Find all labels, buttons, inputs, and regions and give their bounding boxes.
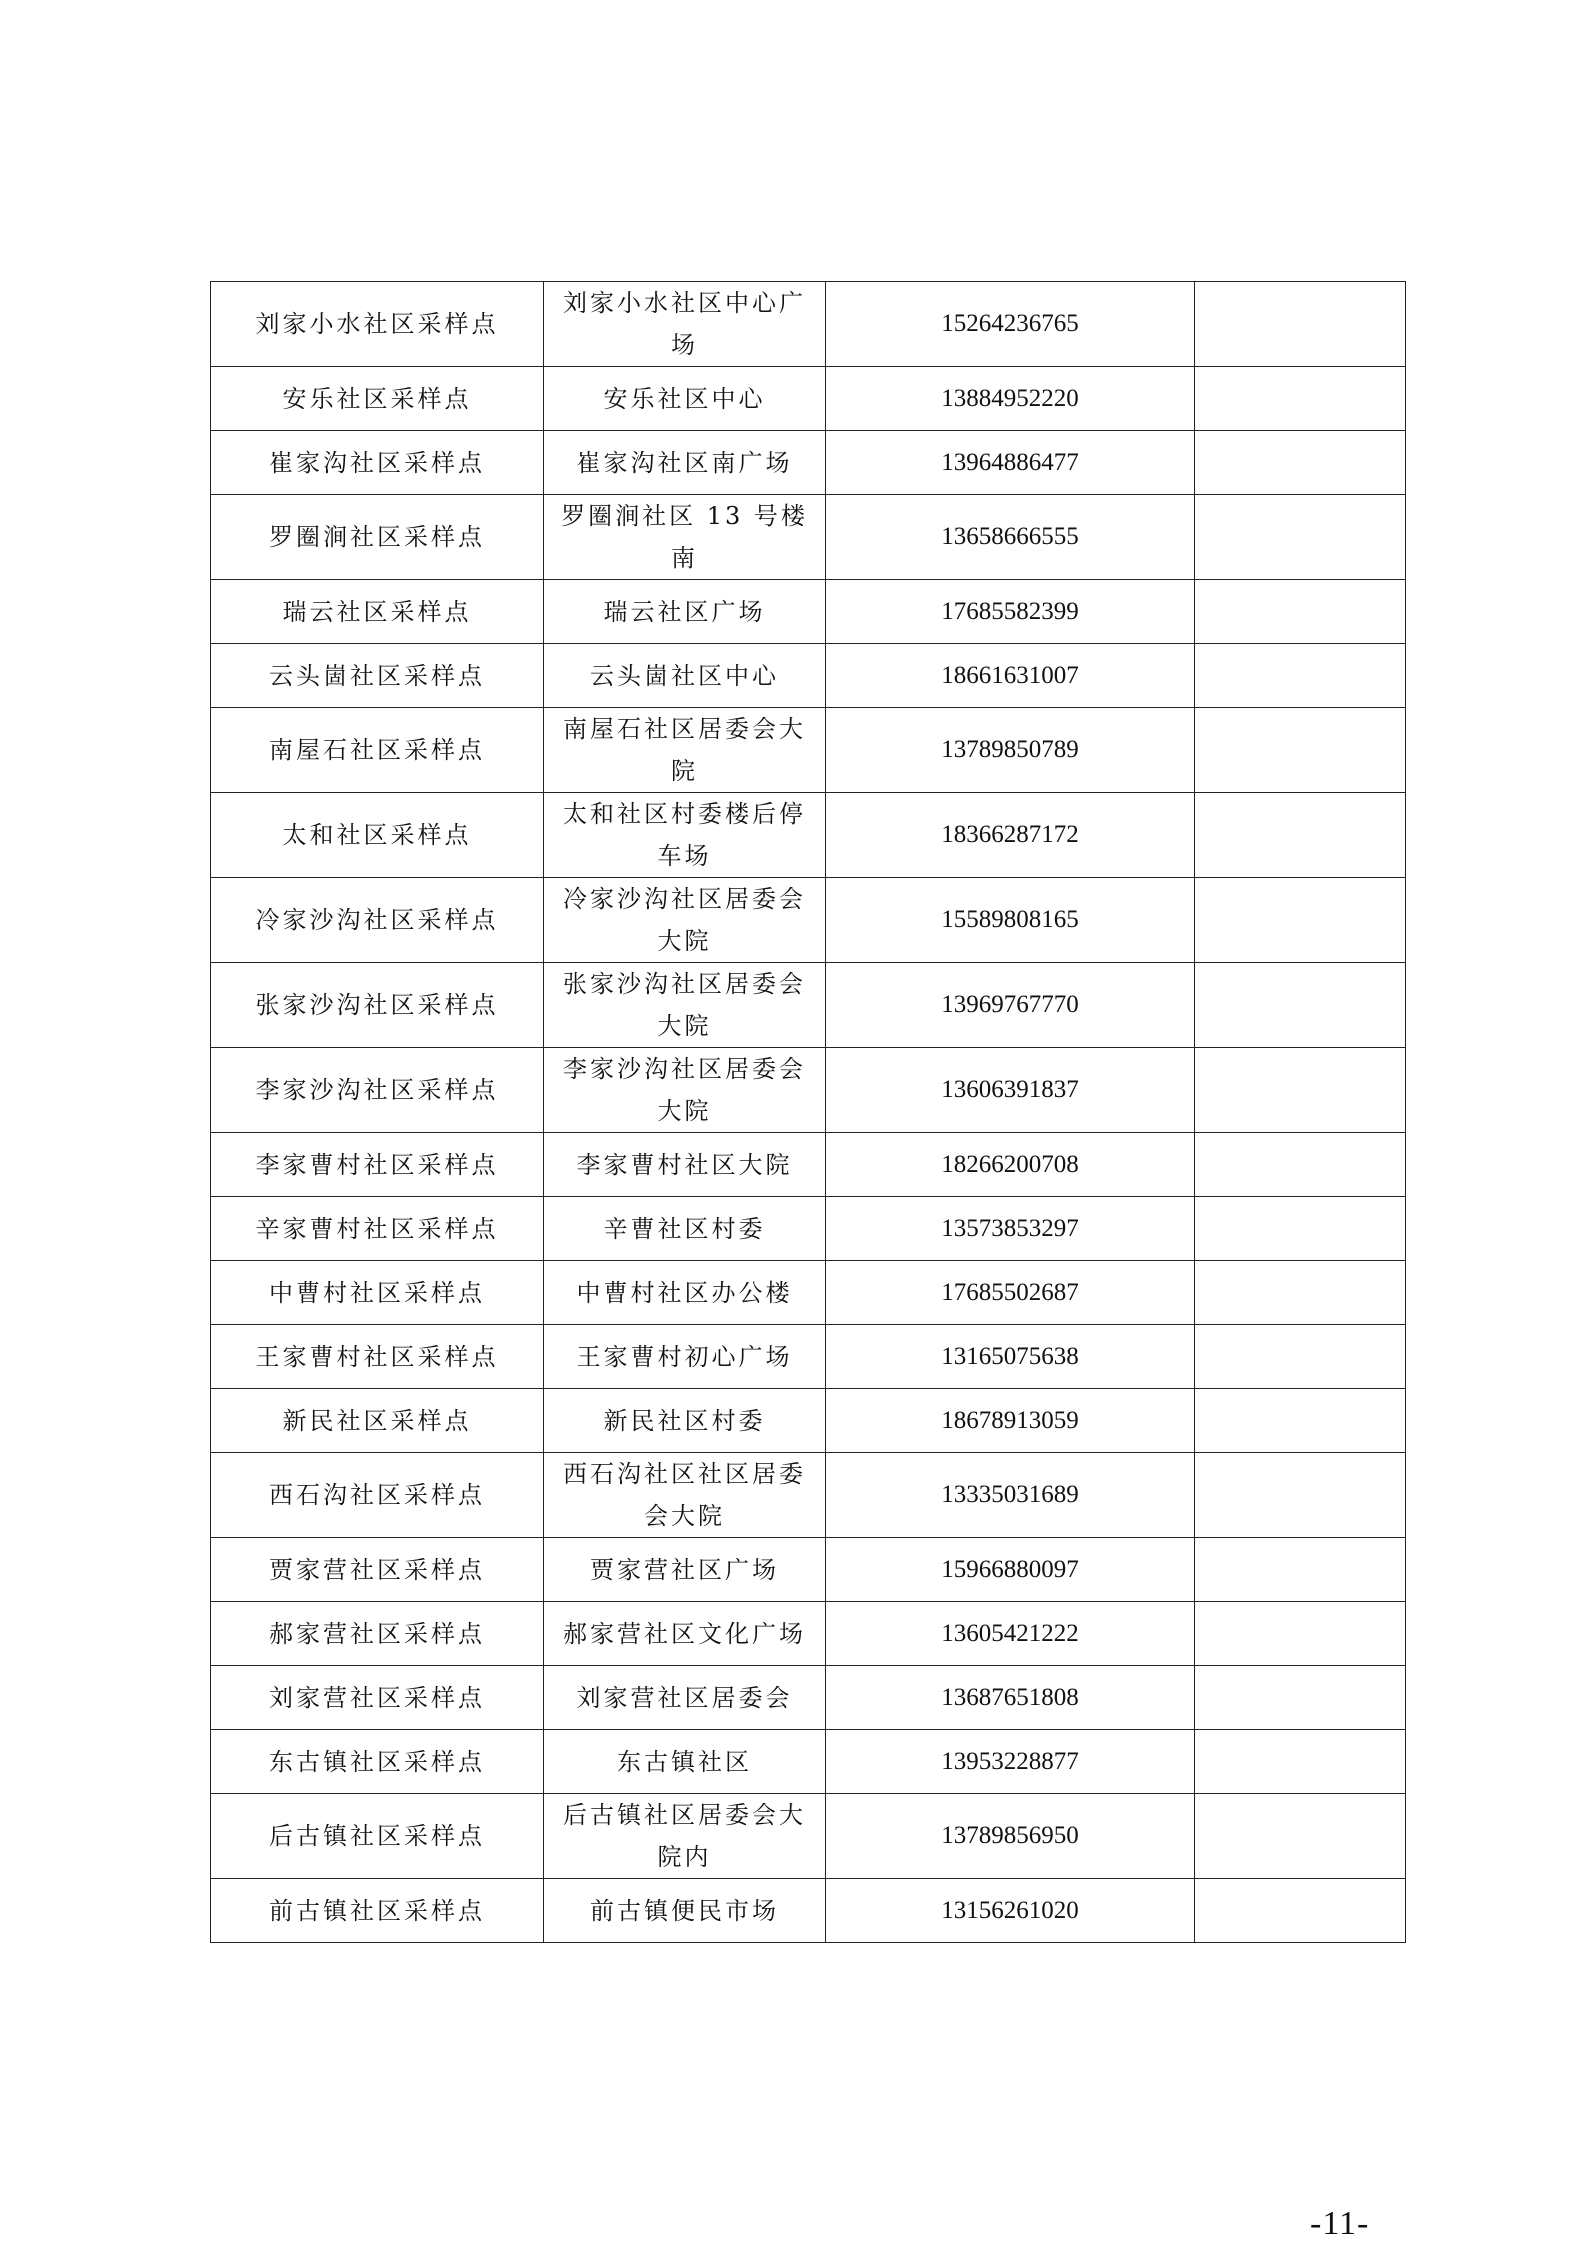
table-row <box>211 1048 1406 1133</box>
site-phone-cell: 13789850789 <box>826 708 1195 793</box>
table-row <box>211 1133 1406 1197</box>
site-phone-cell: 13156261020 <box>826 1879 1195 1943</box>
site-note-cell <box>1195 1197 1406 1261</box>
site-name-cell: 冷家沙沟社区采样点 <box>211 878 544 963</box>
table-row <box>211 495 1406 580</box>
site-note-cell <box>1195 1666 1406 1730</box>
site-location-cell: 贾家营社区广场 <box>544 1538 826 1602</box>
site-location-cell: 刘家小水社区中心广场 <box>544 282 826 367</box>
site-location-cell: 冷家沙沟社区居委会大院 <box>544 878 826 963</box>
site-note-cell <box>1195 580 1406 644</box>
table-row <box>211 1666 1406 1730</box>
table-row <box>211 878 1406 963</box>
site-name-cell: 贾家营社区采样点 <box>211 1538 544 1602</box>
site-note-cell <box>1195 1133 1406 1197</box>
site-phone-cell: 13884952220 <box>826 367 1195 431</box>
sampling-sites-body <box>211 282 1406 1943</box>
site-name-cell: 郝家营社区采样点 <box>211 1602 544 1666</box>
site-name-cell: 前古镇社区采样点 <box>211 1879 544 1943</box>
site-phone-cell: 13687651808 <box>826 1666 1195 1730</box>
site-location-cell: 新民社区村委 <box>544 1389 826 1453</box>
site-location-cell: 罗圈涧社区 13 号楼南 <box>544 495 826 580</box>
site-note-cell <box>1195 1325 1406 1389</box>
table-row <box>211 1453 1406 1538</box>
site-phone-cell: 18661631007 <box>826 644 1195 708</box>
site-name-cell: 后古镇社区采样点 <box>211 1794 544 1879</box>
site-name-cell: 李家曹村社区采样点 <box>211 1133 544 1197</box>
site-location-cell: 前古镇便民市场 <box>544 1879 826 1943</box>
site-phone-cell: 13165075638 <box>826 1325 1195 1389</box>
site-name-cell: 崔家沟社区采样点 <box>211 431 544 495</box>
site-phone-cell: 13969767770 <box>826 963 1195 1048</box>
site-location-cell: 瑞云社区广场 <box>544 580 826 644</box>
table-row <box>211 793 1406 878</box>
site-location-cell: 太和社区村委楼后停车场 <box>544 793 826 878</box>
site-name-cell: 罗圈涧社区采样点 <box>211 495 544 580</box>
site-phone-cell: 13789856950 <box>826 1794 1195 1879</box>
site-note-cell <box>1195 1048 1406 1133</box>
table-row <box>211 1879 1406 1943</box>
site-phone-cell: 13605421222 <box>826 1602 1195 1666</box>
table-row <box>211 1794 1406 1879</box>
sampling-sites-table <box>210 281 1406 1943</box>
site-note-cell <box>1195 963 1406 1048</box>
site-location-cell: 辛曹社区村委 <box>544 1197 826 1261</box>
site-phone-cell: 13606391837 <box>826 1048 1195 1133</box>
site-note-cell <box>1195 793 1406 878</box>
table-row <box>211 580 1406 644</box>
site-note-cell <box>1195 708 1406 793</box>
site-phone-cell: 13964886477 <box>826 431 1195 495</box>
site-name-cell: 辛家曹村社区采样点 <box>211 1197 544 1261</box>
site-note-cell <box>1195 1602 1406 1666</box>
site-location-cell: 安乐社区中心 <box>544 367 826 431</box>
site-name-cell: 南屋石社区采样点 <box>211 708 544 793</box>
table-row <box>211 431 1406 495</box>
table-row <box>211 1389 1406 1453</box>
site-name-cell: 李家沙沟社区采样点 <box>211 1048 544 1133</box>
table-row <box>211 1325 1406 1389</box>
site-phone-cell: 18678913059 <box>826 1389 1195 1453</box>
site-name-cell: 王家曹村社区采样点 <box>211 1325 544 1389</box>
site-note-cell <box>1195 1879 1406 1943</box>
site-note-cell <box>1195 1730 1406 1794</box>
site-name-cell: 云头崮社区采样点 <box>211 644 544 708</box>
site-note-cell <box>1195 644 1406 708</box>
site-note-cell <box>1195 495 1406 580</box>
site-location-cell: 崔家沟社区南广场 <box>544 431 826 495</box>
site-name-cell: 安乐社区采样点 <box>211 367 544 431</box>
site-name-cell: 新民社区采样点 <box>211 1389 544 1453</box>
site-note-cell <box>1195 282 1406 367</box>
site-name-cell: 刘家营社区采样点 <box>211 1666 544 1730</box>
table-row <box>211 282 1406 367</box>
table-row <box>211 1602 1406 1666</box>
site-note-cell <box>1195 878 1406 963</box>
table-row <box>211 644 1406 708</box>
site-name-cell: 中曹村社区采样点 <box>211 1261 544 1325</box>
site-location-cell: 南屋石社区居委会大院 <box>544 708 826 793</box>
site-name-cell: 张家沙沟社区采样点 <box>211 963 544 1048</box>
table-row <box>211 1538 1406 1602</box>
site-location-cell: 西石沟社区社区居委会大院 <box>544 1453 826 1538</box>
site-phone-cell: 15264236765 <box>826 282 1195 367</box>
site-phone-cell: 18266200708 <box>826 1133 1195 1197</box>
site-location-cell: 云头崮社区中心 <box>544 644 826 708</box>
site-location-cell: 张家沙沟社区居委会大院 <box>544 963 826 1048</box>
site-phone-cell: 13658666555 <box>826 495 1195 580</box>
site-location-cell: 东古镇社区 <box>544 1730 826 1794</box>
table-row <box>211 963 1406 1048</box>
site-name-cell: 西石沟社区采样点 <box>211 1453 544 1538</box>
site-phone-cell: 13573853297 <box>826 1197 1195 1261</box>
site-location-cell: 后古镇社区居委会大院内 <box>544 1794 826 1879</box>
table-row <box>211 708 1406 793</box>
site-location-cell: 刘家营社区居委会 <box>544 1666 826 1730</box>
site-phone-cell: 13335031689 <box>826 1453 1195 1538</box>
site-location-cell: 李家曹村社区大院 <box>544 1133 826 1197</box>
site-phone-cell: 17685582399 <box>826 580 1195 644</box>
site-phone-cell: 18366287172 <box>826 793 1195 878</box>
site-phone-cell: 17685502687 <box>826 1261 1195 1325</box>
site-note-cell <box>1195 1538 1406 1602</box>
site-note-cell <box>1195 1794 1406 1879</box>
table-row <box>211 1261 1406 1325</box>
site-name-cell: 瑞云社区采样点 <box>211 580 544 644</box>
page-number: -11- <box>1310 2205 1370 2242</box>
site-note-cell <box>1195 1261 1406 1325</box>
site-phone-cell: 15966880097 <box>826 1538 1195 1602</box>
site-name-cell: 东古镇社区采样点 <box>211 1730 544 1794</box>
site-note-cell <box>1195 431 1406 495</box>
table-row <box>211 367 1406 431</box>
site-phone-cell: 15589808165 <box>826 878 1195 963</box>
site-note-cell <box>1195 1389 1406 1453</box>
table-row <box>211 1197 1406 1261</box>
site-note-cell <box>1195 1453 1406 1538</box>
site-location-cell: 王家曹村初心广场 <box>544 1325 826 1389</box>
site-name-cell: 太和社区采样点 <box>211 793 544 878</box>
site-location-cell: 郝家营社区文化广场 <box>544 1602 826 1666</box>
site-note-cell <box>1195 367 1406 431</box>
site-location-cell: 中曹村社区办公楼 <box>544 1261 826 1325</box>
site-location-cell: 李家沙沟社区居委会大院 <box>544 1048 826 1133</box>
site-name-cell: 刘家小水社区采样点 <box>211 282 544 367</box>
site-phone-cell: 13953228877 <box>826 1730 1195 1794</box>
table-row <box>211 1730 1406 1794</box>
